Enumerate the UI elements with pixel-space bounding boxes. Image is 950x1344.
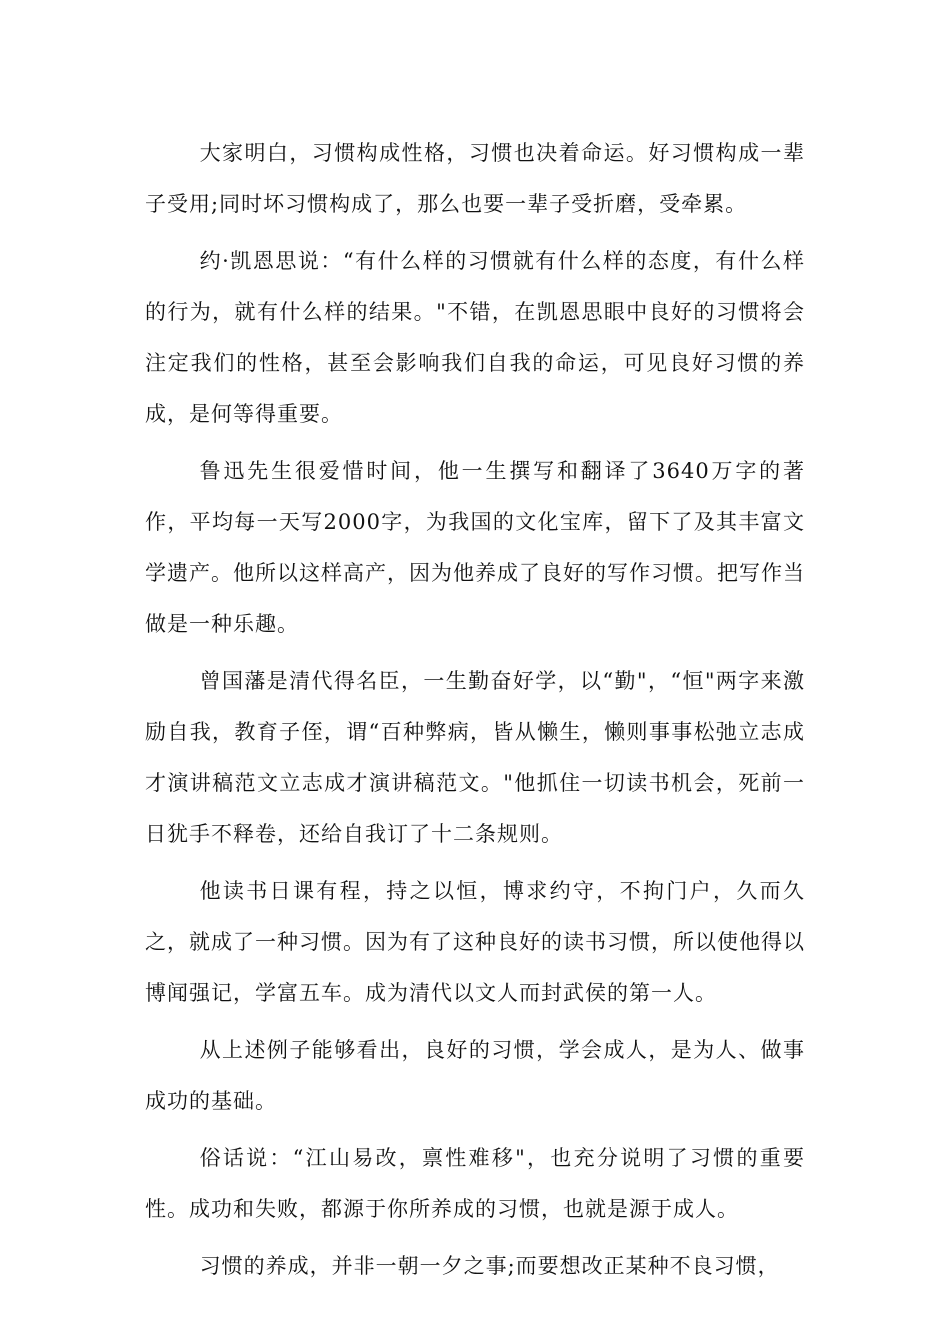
paragraph-proverb: 俗话说：“江山易改，禀性难移"，也充分说明了习惯的重要性。成功和失败，都源于你所养成的习惯，也就是源于成人。 [145,1146,805,1221]
paragraph-keynes-quote: 约·凯恩思说：“有什么样的习惯就有什么样的态度，有什么样的行为，就有什么样的结果。"不错，在凯恩思眼中良好的习惯将会注定我们的性格，甚至会影响我们自我的命运，可见良好习惯的养成，是何等得重要。 [145,249,805,426]
paragraph-habits-intro: 大家明白，习惯构成性格，习惯也决着命运。好习惯构成一辈子受用;同时坏习惯构成了，那么也要一辈子受折磨，受牵累。 [145,141,805,216]
paragraph-zeng-guofan: 曾国藩是清代得名臣，一生勤奋好学，以“勤"，“恒"两字来激励自我，教育子侄，谓“百种弊病，皆从懒生，懒则事事松弛立志成才演讲稿范文立志成才演讲稿范文。"他抓住一切读书机会，死前一日犹手不释卷，还给自我订了十二条规则。 [145,669,805,846]
paragraph-luxun: 鲁迅先生很爱惜时间，他一生撰写和翻译了3640万字的著作，平均每一天写2000字，为我国的文化宝库，留下了及其丰富文学遗产。他所以这样高产，因为他养成了良好的写作习惯。把写作当做是一种乐趣。 [145,459,805,636]
document-body [145,128,805,1298]
paragraph-habit-formation: 习惯的养成，并非一朝一夕之事;而要想改正某种不良习惯， [199,1254,780,1278]
paragraph-conclusion: 从上述例子能够看出，良好的习惯，学会成人，是为人、做事成功的基础。 [145,1038,805,1113]
paragraph-reading-habit: 他读书日课有程，持之以恒，博求约守，不拘门户，久而久之，就成了一种习惯。因为有了这种良好的读书习惯，所以使他得以博闻强记，学富五车。成为清代以文人而封武侯的第一人。 [145,879,805,1005]
